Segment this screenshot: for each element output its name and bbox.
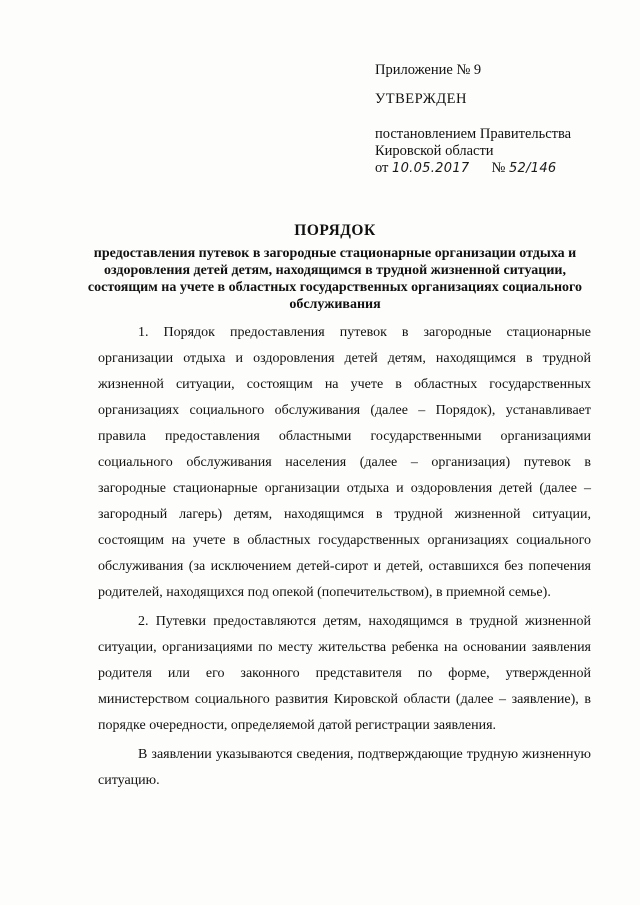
- appendix-label: Приложение № 9: [375, 62, 482, 78]
- date-number-line: [375, 160, 615, 177]
- date-prefix: от: [375, 160, 389, 176]
- document-body: [98, 320, 591, 794]
- handwritten-date: 10.05.2017: [392, 161, 470, 176]
- document-title-block: [70, 222, 600, 313]
- paragraph-3: В заявлении указываются сведения, подтверждающие трудную жизненную ситуацию.: [98, 747, 591, 788]
- number-prefix: №: [491, 160, 506, 176]
- paragraph-1: 1. Порядок предоставления путевок в загородные стационарные организации отдыха и оздоровления детей детям, находящимся в трудной жизненной ситуации, состоящим на учете в областных государственных организациях социального обслуживания (далее – Порядок), устанавливает правила предоставления областными государственными организациями социального обслуживания населения (далее – организация) путевок в загородные стационарные организации отдыха и оздоровления детей (далее – загородный лагерь) детям, находящимся в трудной жизненной ситуации, состоящим на учете в областных государственных организациях социального обслуживания (за исключением детей-сирот и детей, оставшихся без попечения родителей, находящихся под опекой (попечительством), в приемной семье).: [98, 325, 591, 600]
- document-subtitle: предоставления путевок в загородные стационарные организации отдыха и оздоровления детей детям, находящимся в трудной жизненной ситуации, состоящим на учете в областных государственных организациях социального обслуживания: [87, 246, 583, 312]
- approved-by-line-1: постановлением Правительства: [375, 126, 572, 142]
- paragraph-2: 2. Путевки предоставляются детям, находящимся в трудной жизненной ситуации, организациями по месту жительства ребенка на основании заявления родителя или его законного представителя по форме, утвержденной министерством социального развития Кировской области (далее – заявление), в порядке очередности, определяемой датой регистрации заявления.: [98, 614, 591, 733]
- document-title: ПОРЯДОК: [294, 222, 376, 239]
- handwritten-number: 52/146: [508, 161, 557, 176]
- approval-header: [375, 62, 615, 177]
- approved-label: УТВЕРЖДЕН: [375, 91, 467, 107]
- approved-by-line-2: Кировской области: [375, 143, 494, 159]
